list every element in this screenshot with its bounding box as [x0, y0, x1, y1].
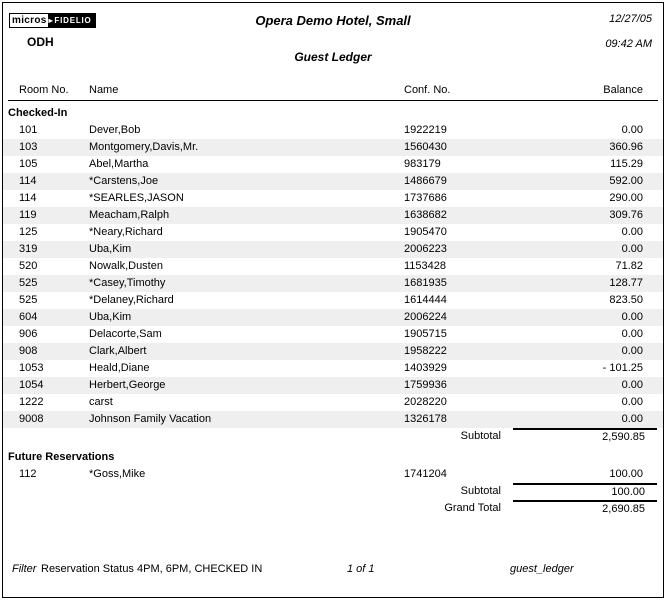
- cell-room: 908: [19, 345, 38, 357]
- subtotal-row: [3, 483, 663, 500]
- cell-balance: 823.50: [609, 294, 643, 306]
- cell-balance: 0.00: [621, 243, 643, 255]
- filter-value: Reservation Status 4PM, 6PM, CHECKED IN: [41, 563, 263, 575]
- report-file-name: guest_ledger: [510, 563, 574, 575]
- cell-balance: 71.82: [615, 260, 643, 272]
- table-column-headers: [3, 83, 663, 98]
- col-header-name: Name: [89, 84, 119, 96]
- cell-conf: 1326178: [404, 413, 447, 425]
- cell-balance: 115.29: [610, 158, 643, 170]
- section-title: Future Reservations: [8, 451, 115, 463]
- cell-name: *Delaney,Richard: [89, 294, 174, 306]
- table-row: [3, 156, 663, 173]
- grand-total-value: 2,690.85: [513, 500, 657, 517]
- cell-name: *Carstens,Joe: [89, 175, 159, 187]
- cell-conf: 2006224: [404, 311, 447, 323]
- table-row: [3, 309, 663, 326]
- cell-room: 101: [19, 124, 38, 136]
- cell-balance: - 101.25: [602, 362, 643, 374]
- cell-conf: 1614444: [404, 294, 447, 306]
- cell-room: 114: [19, 175, 37, 187]
- cell-conf: 2006223: [404, 243, 447, 255]
- table-row: [3, 139, 663, 156]
- cell-balance: 128.77: [609, 277, 643, 289]
- cell-room: 906: [19, 328, 38, 340]
- table-row: [3, 258, 663, 275]
- table-row: [3, 241, 663, 258]
- report-title: Guest Ledger: [294, 50, 372, 64]
- cell-balance: 0.00: [621, 345, 643, 357]
- subtotal-label: Subtotal: [460, 430, 501, 442]
- cell-balance: 0.00: [621, 396, 643, 408]
- filter-label: Filter: [12, 563, 37, 575]
- table-row: [3, 224, 663, 241]
- cell-room: 114: [19, 192, 37, 204]
- cell-conf: 1403929: [404, 362, 447, 374]
- logo-fidelio-text: FIDELIO: [54, 16, 92, 25]
- cell-conf: 1905715: [404, 328, 447, 340]
- cell-balance: 290.00: [609, 192, 643, 204]
- cell-conf: 1638682: [404, 209, 447, 221]
- subtotal-row: [3, 428, 663, 445]
- cell-balance: 0.00: [621, 413, 643, 425]
- cell-name: Heald,Diane: [89, 362, 150, 374]
- cell-conf: 1153428: [404, 260, 447, 272]
- col-header-conf: Conf. No.: [404, 84, 451, 96]
- cell-balance: 360.96: [609, 141, 643, 153]
- cell-name: *Casey,Timothy: [89, 277, 166, 289]
- cell-conf: 2028220: [404, 396, 447, 408]
- cell-conf: 1741204: [404, 468, 447, 480]
- table-row: [3, 360, 663, 377]
- cell-room: 319: [19, 243, 38, 255]
- table-row: [3, 326, 663, 343]
- cell-room: 1222: [19, 396, 44, 408]
- cell-conf: 1737686: [404, 192, 447, 204]
- col-header-room: Room No.: [19, 84, 69, 96]
- cell-room: 525: [19, 294, 38, 306]
- cell-room: 125: [19, 226, 38, 238]
- report-footer: [3, 563, 663, 579]
- table-body: [3, 105, 663, 500]
- logo-micros-text: micros: [12, 15, 47, 26]
- subtotal-label: Subtotal: [460, 485, 501, 497]
- subtotal-value: 2,590.85: [513, 428, 657, 445]
- table-row: [3, 411, 663, 428]
- cell-room: 525: [19, 277, 38, 289]
- cell-name: *Neary,Richard: [89, 226, 163, 238]
- cell-balance: 0.00: [621, 379, 643, 391]
- cell-room: 105: [19, 158, 38, 170]
- table-row: [3, 394, 663, 411]
- cell-room: 1054: [19, 379, 44, 391]
- cell-balance: 100.00: [609, 468, 643, 480]
- cell-conf: 1922219: [404, 124, 447, 136]
- cell-room: 9008: [19, 413, 44, 425]
- cell-name: Meacham,Ralph: [89, 209, 170, 221]
- cell-room: 103: [19, 141, 38, 153]
- cell-conf: 1681935: [404, 277, 447, 289]
- cell-conf: 1759936: [404, 379, 447, 391]
- table-row: [3, 173, 663, 190]
- cell-balance: 0.00: [621, 311, 643, 323]
- cell-name: Nowalk,Dusten: [89, 260, 163, 272]
- cell-balance: 592.00: [609, 175, 643, 187]
- table-row: [3, 207, 663, 224]
- page-number: 1 of 1: [347, 563, 375, 575]
- cell-balance: 309.76: [609, 209, 643, 221]
- cell-name: Dever,Bob: [89, 124, 141, 136]
- table-row: [3, 122, 663, 139]
- cell-conf: 1486679: [404, 175, 447, 187]
- table-row: [3, 466, 663, 483]
- hotel-name: Opera Demo Hotel, Small: [255, 13, 411, 28]
- cell-room: 604: [19, 311, 38, 323]
- property-code: ODH: [27, 35, 54, 49]
- report-page: [2, 2, 664, 598]
- cell-name: Abel,Martha: [89, 158, 149, 170]
- cell-name: Clark,Albert: [89, 345, 147, 357]
- cell-name: Johnson Family Vacation: [89, 413, 212, 425]
- cell-name: Montgomery,Davis,Mr.: [89, 141, 199, 153]
- table-row: [3, 292, 663, 309]
- cell-conf: 1560430: [404, 141, 447, 153]
- table-row: [3, 275, 663, 292]
- grand-total-row: [3, 500, 663, 517]
- grand-total-label: Grand Total: [444, 502, 501, 514]
- report-date: 12/27/05: [609, 13, 652, 25]
- col-header-balance: Balance: [603, 84, 643, 96]
- cell-balance: 0.00: [621, 124, 643, 136]
- cell-room: 1053: [19, 362, 44, 374]
- header-rule: [8, 100, 658, 101]
- cell-room: 119: [19, 209, 37, 221]
- cell-conf: 983179: [404, 158, 441, 170]
- cell-name: carst: [89, 396, 113, 408]
- report-time: 09:42 AM: [605, 38, 652, 50]
- cell-conf: 1905470: [404, 226, 447, 238]
- cell-balance: 0.00: [621, 226, 643, 238]
- section-title: Checked-In: [8, 107, 68, 119]
- cell-room: 520: [19, 260, 38, 272]
- chevron-right-icon: ▸: [48, 16, 54, 25]
- cell-name: Delacorte,Sam: [89, 328, 162, 340]
- subtotal-value: 100.00: [513, 483, 657, 500]
- cell-name: Herbert,George: [89, 379, 166, 391]
- cell-balance: 0.00: [621, 328, 643, 340]
- cell-room: 112: [19, 468, 37, 480]
- table-row: [3, 190, 663, 207]
- cell-conf: 1958222: [404, 345, 447, 357]
- report-header: [3, 3, 663, 83]
- cell-name: *SEARLES,JASON: [89, 192, 184, 204]
- cell-name: *Goss,Mike: [89, 468, 146, 480]
- cell-name: Uba,Kim: [89, 311, 132, 323]
- table-row: [3, 343, 663, 360]
- cell-name: Uba,Kim: [89, 243, 132, 255]
- table-row: [3, 377, 663, 394]
